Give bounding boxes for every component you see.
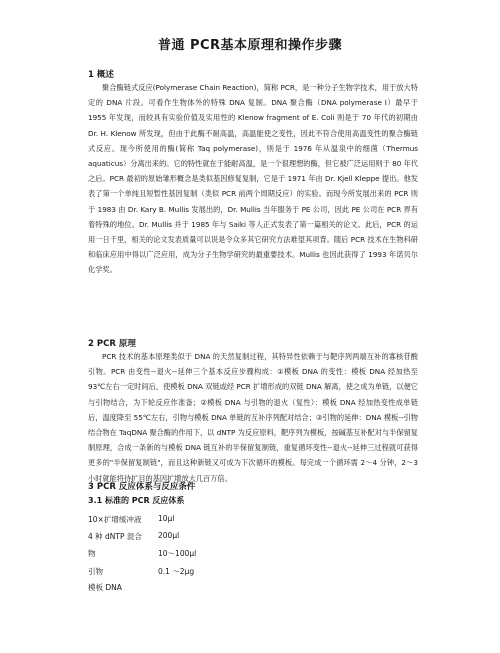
document-title: 普通 PCR基本原理和操作步骤: [157, 38, 343, 53]
reagent-name: 物: [88, 549, 96, 558]
reagent-row: [88, 531, 180, 542]
section-2-heading: 2 PCR 原理: [88, 339, 136, 349]
reagent-name: 引物: [88, 567, 103, 576]
reagent-name: 4 种 dNTP 混合: [88, 532, 142, 541]
section-3-1-heading: 3.1 标准的 PCR 反应体系: [88, 496, 185, 505]
reagent-row: [88, 566, 195, 577]
section-2-text: PCR 技术的基本原理类似于 DNA 的天然复制过程，其特异性依赖于与靶序列两端互补的寡核苷酸引物。PCR 由变性--退火--延伸三个基本反应步骤构成：①模板 DNA 的变性：模板 DNA 经加热至 93℃左右一定时间后，使模板 DNA 双链或经 PCR 扩增形成的双链 DNA 解离，使之成为单链，以便它与引物结合，为下轮反应作准备；②模板 DNA 与引物的退火（复性）：模板 DNA 经加热变性成单链后，温度降至 55℃左右，引物与模板 DNA 单链的互补序列配对结合；③引物的延伸：DNA 模板--引物结合物在 TaqDNA 聚合酶的作用下，以 dNTP 为反应原料，靶序列为模板，按碱基互补配对与半保留复制原理，合成一条新的与模板 DNA 链互补的半保留复制链，重复循环变性--退火--延伸三过程就可获得更多的"半保留复制链"，而且这种新链又可成为下次循环的模板。每完成一个循环需 2～4 分钟，2～3 小时就能将待扩目的基因扩增放大几百万倍。: [88, 352, 418, 483]
reagent-name: 模板 DNA: [88, 583, 122, 592]
reagent-row: [88, 548, 197, 559]
section-1-text: 聚合酶链式反应(Polymerase Chain Reaction)，简称 PCR，是一种分子生物学技术，用于放大特定的 DNA 片段。可看作生物体外的特殊 DNA 复制。DNA 聚合酶（DNA polymerase I）最早于 1955 年发现，而较具有实验价值及实用性的 Klenow fragment of E. Coli 则是于 70 年代的初期由 Dr. H. Klenow 所发现，但由于此酶不耐高温，高温能使之变性，因此不符合使用高温变性的聚合酶链式反应。现今所使用的酶(简称 Taq polymerase)，则是于 1976 年从温泉中的细菌（Thermus aquaticus）分离出来的。它的特性就在于能耐高温，是一个很理想的酶，但它被广泛运用则于 80 年代之后。PCR 最初的原始雏形概念是类似基因修复复制，它是于 1971 年由 Dr. Kjell Kleppe 提出。他发表了第一个单纯且短暂性基因复制（类似 PCR 前两个周期反应）的实验。而现今所发展出来的 PCR 则于 1983 由 Dr. Kary B. Mullis 发展出的，Dr. Mullis 当年服务于 PE 公司，因此 PE 公司在 PCR 界有着特殊的地位。Dr. Mullis 并于 1985 年与 Saiki 等人正式发表了第一篇相关的论文。此后，PCR 的运用一日千里，相关的论文发表质量可以说是令众多其它研究方法难望其项背。随后 PCR 技术在生物科研和临床应用中得以广泛应用，成为分子生物学研究的最重要技术。Mullis 也因此获得了 1993 年诺贝尔化学奖。: [88, 83, 418, 275]
reagent-amount: 10～100μl: [158, 549, 197, 558]
reagent-row: [88, 514, 175, 525]
section-1-heading: 1 概述: [88, 70, 114, 80]
reagent-amount: 200μl: [158, 531, 180, 540]
reagent-name: 10×扩增缓冲液: [88, 515, 142, 524]
reagent-amount: 0.1 ～2μg: [158, 567, 195, 576]
reagent-amount: 10μl: [158, 514, 175, 523]
reagent-row: [88, 582, 122, 593]
section-3-heading: 3 PCR 反应体系与反应条件: [88, 482, 196, 492]
